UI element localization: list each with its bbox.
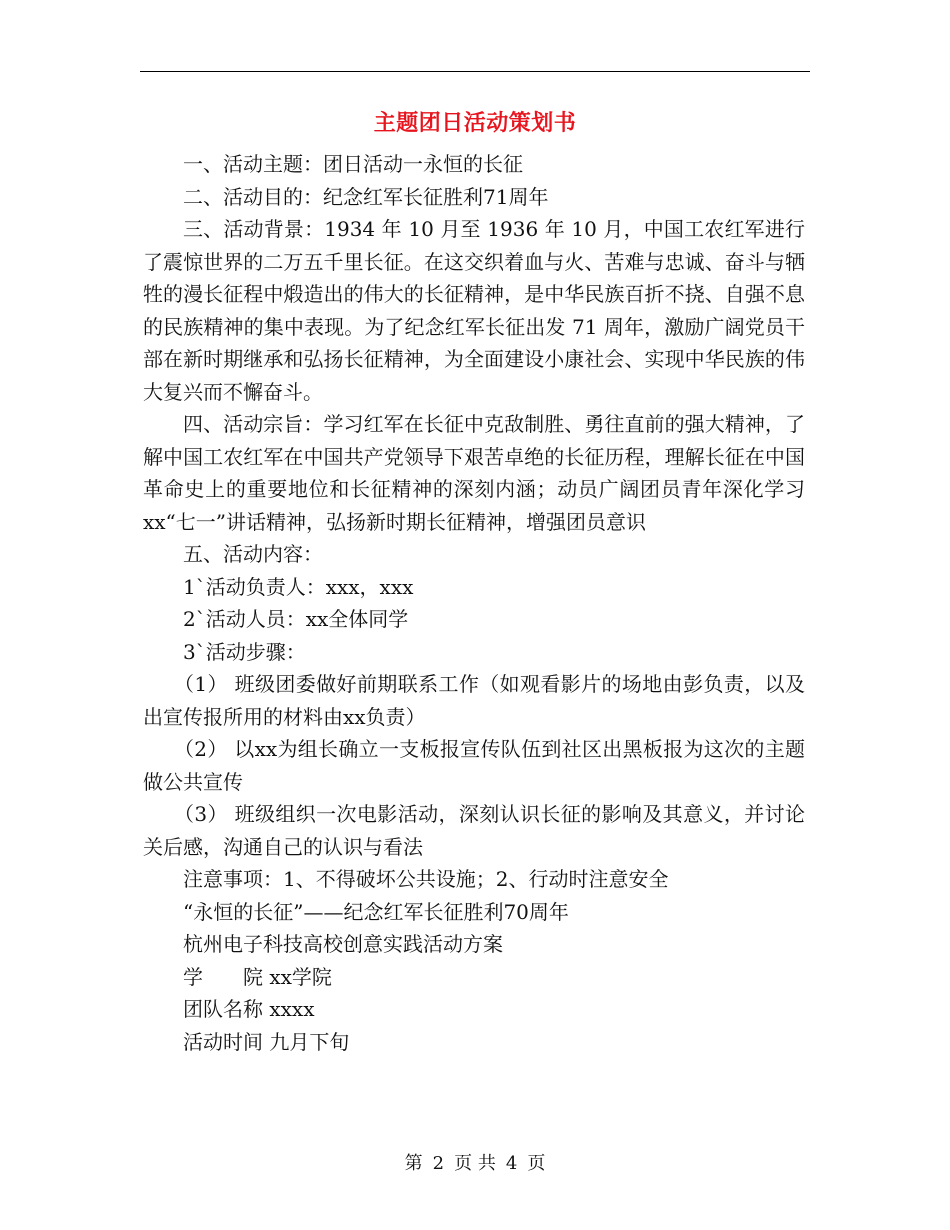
page-total: 4	[505, 1153, 518, 1174]
paragraph-activity-content: 五、活动内容：	[183, 542, 323, 566]
paragraph-activity-purpose: 二、活动目的：纪念红军长征胜利71周年	[183, 184, 549, 209]
step-item-3: （3） 班级组织一次电影活动，深刻认识长征的影响及其意义，并讨论关后感，沟通自己的认识与看法	[143, 802, 805, 859]
paragraph-notes: 注意事项：1、不得破坏公共设施；2、行动时注意安全	[183, 867, 669, 891]
paragraph-subtitle: “永恒的长征”——纪念红军长征胜利70周年	[183, 899, 569, 924]
list-item-person-in-charge: 1`活动负责人：xxx，xxx	[183, 574, 414, 599]
paragraph-activity-theme: 一、活动主题：团日活动一永恒的长征	[183, 152, 523, 176]
paragraph-activity-aim: 四、活动宗旨：学习红军在长征中克敌制胜、勇往直前的强大精神，了解中国工农红军在中国共产党领导下艰苦卓绝的长征历程，理解长征在中国革命史上的重要地位和长征精神的深刻内涵；动员广阔团员青年深化学习xx“七一”讲话精神，弘扬新时期长征精神，增强团员意识	[143, 412, 805, 534]
step-item-2: （2） 以xx为组长确立一支板报宣传队伍到社区出黑板报为这次的主题做公共宣传	[143, 737, 805, 794]
list-item-participants: 2`活动人员：xx全体同学	[183, 607, 409, 631]
document-title: 主题团日活动策划书	[373, 111, 577, 136]
document-body	[143, 148, 805, 1058]
page-current: 2	[432, 1153, 445, 1174]
field-activity-time: 活动时间 九月下旬	[183, 1029, 350, 1054]
page-prefix: 第	[404, 1153, 423, 1174]
page-suffix: 页	[527, 1153, 546, 1174]
field-team-name: 团队名称 xxxx	[183, 997, 315, 1021]
paragraph-university-plan: 杭州电子科技高校创意实践活动方案	[183, 932, 503, 956]
page-footer	[0, 1152, 950, 1176]
page-middle: 页 共	[454, 1153, 496, 1174]
paragraph-activity-background: 三、活动背景：1934 年 10 月至 1936 年 10 月，中国工农红军进行了震惊世界的二万五千里长征。在这交织着血与火、苦难与忠诚、奋斗与牺牲的漫长征程中煅造出的伟大的长征精神，是中华民族百折不挠、自强不息的民族精神的集中表现。为了纪念红军长征出发 71 周年，激励广阔党员干部在新时期继承和弘扬长征精神，为全面建设小康社会、实现中华民族的伟大复兴而不懈奋斗。	[143, 217, 805, 404]
list-item-steps: 3`活动步骤：	[183, 639, 306, 664]
field-college: 学 院 xx学院	[183, 964, 332, 989]
header-rule	[140, 71, 810, 72]
step-item-1: （1） 班级团委做好前期联系工作（如观看影片的场地由彭负责，以及出宣传报所用的材料由xx负责）	[143, 672, 805, 729]
